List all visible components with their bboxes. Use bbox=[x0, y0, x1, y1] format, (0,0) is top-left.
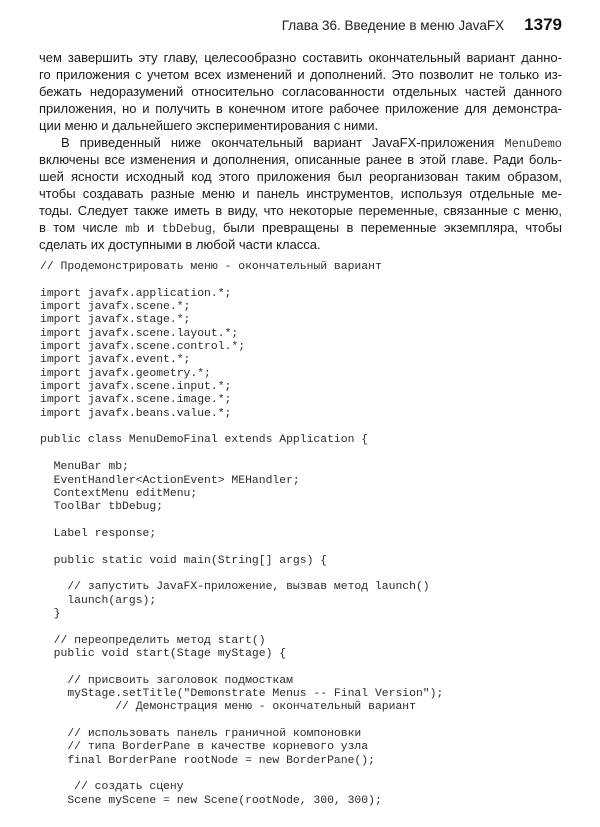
code-line: public class MenuDemoFinal extends Application { bbox=[40, 434, 369, 447]
code-line: } bbox=[40, 607, 61, 620]
text-run: тоды. Следует также иметь в виду, что некоторые переменные, связанные с меню, bbox=[39, 203, 562, 218]
code-line bbox=[40, 768, 443, 781]
text-run: , были превращены в переменные экземпляра, чтобы bbox=[212, 220, 562, 235]
code-line: ToolBar tbDebug; bbox=[40, 501, 164, 514]
code-line: Label response; bbox=[40, 527, 157, 540]
text-run: и bbox=[139, 220, 162, 235]
code-line: import javafx.geometry.*; bbox=[40, 367, 211, 380]
text-line bbox=[39, 151, 562, 168]
code-line bbox=[40, 421, 443, 434]
text-line bbox=[39, 236, 562, 253]
code-line: public void start(Stage myStage) { bbox=[40, 647, 287, 660]
code-line: final BorderPane rootNode = new BorderPane(); bbox=[40, 754, 375, 767]
text-run: ции меню и дальнейшего экспериментирования с ними. bbox=[39, 118, 379, 133]
text-line bbox=[39, 219, 562, 236]
text-run: бежать недоразумений относительно согласованности отдельных частей данного bbox=[39, 84, 562, 99]
text-line bbox=[39, 185, 562, 202]
code-line: import javafx.scene.input.*; bbox=[40, 381, 232, 394]
text-line bbox=[39, 202, 562, 219]
chapter-title: Глава 36. Введение в меню JavaFX bbox=[281, 17, 505, 33]
text-run: включены все изменения и дополнения, описанные ранее в этой главе. Ради боль- bbox=[39, 152, 562, 167]
text-line bbox=[39, 83, 562, 100]
code-line: // создать сцену bbox=[40, 781, 184, 794]
code-line bbox=[40, 568, 443, 581]
code-line: EventHandler<ActionEvent> MEHandler; bbox=[40, 474, 300, 487]
code-line: // использовать панель граничной компоновки bbox=[40, 728, 362, 741]
code-line: launch(args); bbox=[40, 594, 157, 607]
text-line bbox=[39, 100, 562, 117]
code-listing bbox=[40, 261, 443, 808]
code-line: import javafx.scene.layout.*; bbox=[40, 327, 239, 340]
code-line: // переопределить метод start() bbox=[40, 634, 266, 647]
code-line bbox=[40, 274, 443, 287]
code-line: import javafx.application.*; bbox=[40, 287, 232, 300]
code-line bbox=[40, 621, 443, 634]
text-line bbox=[39, 117, 562, 134]
code-line: // Продемонстрировать меню - окончательный вариант bbox=[40, 261, 382, 273]
text-line bbox=[39, 134, 562, 151]
code-line: myStage.setTitle("Demonstrate Menus -- Final Version"); bbox=[40, 688, 444, 700]
text-line bbox=[39, 49, 562, 66]
text-line bbox=[39, 168, 562, 185]
code-line: import javafx.stage.*; bbox=[40, 314, 191, 327]
code-line bbox=[40, 715, 443, 728]
code-line: import javafx.event.*; bbox=[40, 354, 191, 367]
page-number: 1379 bbox=[524, 15, 562, 34]
code-line: public static void main(String[] args) { bbox=[40, 554, 328, 567]
text-run: сделать их доступными в любой части класса. bbox=[39, 237, 321, 252]
body-text bbox=[39, 49, 562, 253]
running-header bbox=[282, 14, 562, 36]
text-run: В приведенный ниже окончательный вариант JavaFX-приложения bbox=[61, 135, 505, 150]
code-line: // присвоить заголовок подмосткам bbox=[40, 674, 293, 687]
code-line bbox=[40, 541, 443, 554]
text-run: шей ясности исходный код этого приложения был реорганизован таким образом, bbox=[39, 169, 562, 184]
code-line: import javafx.scene.image.*; bbox=[40, 394, 232, 407]
code-line: // Демонстрация меню - окончательный вариант bbox=[40, 701, 416, 714]
code-line: // запустить JavaFX-приложение, вызвав метод launch() bbox=[40, 581, 430, 594]
paragraph bbox=[39, 49, 562, 134]
inline-code: tbDebug bbox=[161, 222, 213, 236]
text-run: приложения, но и получить в конечном итоге рабочее приложение для демонстра- bbox=[39, 101, 562, 116]
text-run: чтобы создавать разные меню и панель инструментов, используя отдельные ме- bbox=[39, 186, 562, 201]
code-line: import javafx.beans.value.*; bbox=[40, 407, 232, 420]
code-line: import javafx.scene.control.*; bbox=[40, 341, 246, 354]
code-line bbox=[40, 661, 443, 674]
code-line: Scene myScene = new Scene(rootNode, 300, 300); bbox=[40, 794, 382, 807]
code-line: MenuBar mb; bbox=[40, 461, 129, 474]
text-run: го приложения с учетом всех изменений и дополнений. Это позволит не только из- bbox=[39, 67, 562, 82]
code-line bbox=[40, 448, 443, 461]
code-line: // типа BorderPane в качестве корневого узла bbox=[40, 741, 369, 754]
text-run: в том числе bbox=[39, 220, 126, 235]
code-line: ContextMenu editMenu; bbox=[40, 487, 198, 500]
code-line bbox=[40, 515, 443, 528]
text-line bbox=[39, 66, 562, 83]
inline-code: MenuDemo bbox=[504, 137, 562, 151]
inline-code: mb bbox=[125, 222, 140, 236]
paragraph bbox=[39, 134, 562, 253]
text-run: чем завершить эту главу, целесообразно составить окончательный вариант данно- bbox=[39, 50, 562, 65]
code-line: import javafx.scene.*; bbox=[40, 301, 191, 314]
